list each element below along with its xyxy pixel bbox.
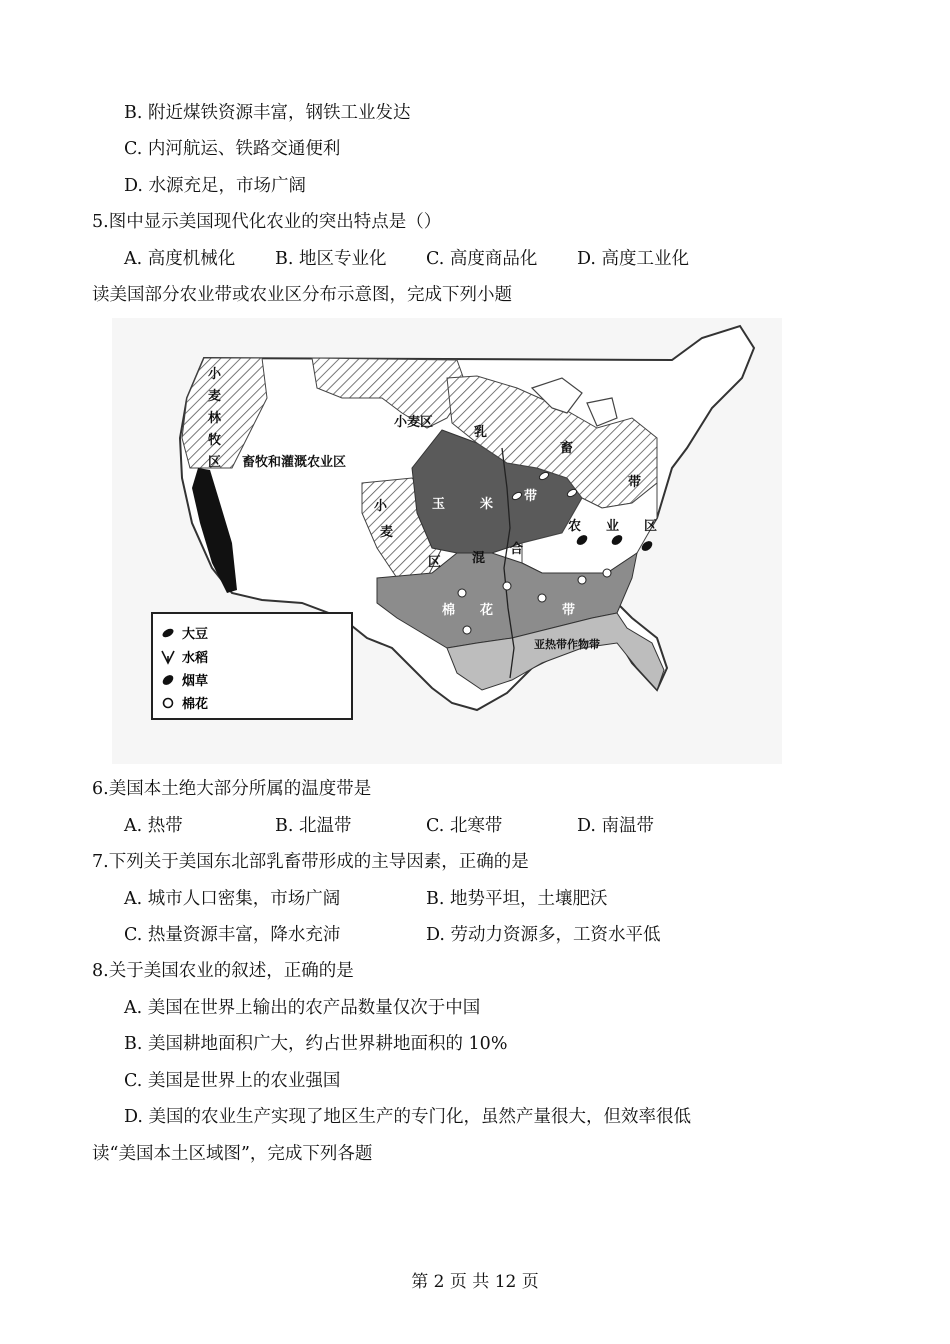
page-footer: 第 2 页 共 12 页 — [411, 1272, 539, 1292]
map-legend — [152, 613, 352, 719]
q5-stem: 5.图中显示美国现代化农业的突出特点是（） — [92, 212, 442, 232]
cotton-icon — [603, 569, 611, 577]
q4-option-c: C. 内河航运、铁路交通便利 — [124, 139, 341, 159]
cotton-icon — [458, 589, 466, 597]
label-wheat-south-1: 小 — [374, 498, 388, 513]
label-dairy-1: 乳 — [474, 424, 488, 439]
label-wheat-north: 小麦区 — [394, 414, 434, 429]
label-mixed-2: 合 — [510, 541, 524, 556]
label-subtropical: 亚热带作物带 — [534, 639, 600, 651]
label-mixed-1: 混 — [472, 550, 486, 565]
label-dairy-3: 带 — [628, 474, 642, 489]
q6-stem: 6.美国本土绝大部分所属的温度带是 — [92, 779, 372, 799]
q8-option-d: D. 美国的农业生产实现了地区生产的专门化，虽然产量很大，但效率很低 — [124, 1107, 692, 1127]
cotton-icon — [164, 699, 173, 708]
label-west-4: 牧 — [208, 432, 222, 447]
cotton-icon — [578, 576, 586, 584]
q7-option-d: D. 劳动力资源多，工资水平低 — [426, 925, 661, 945]
label-west-2: 麦 — [208, 388, 222, 403]
q5-option-c: C. 高度商品化 — [426, 249, 538, 269]
legend-soybean: 大豆 — [182, 626, 209, 641]
label-cotton-2: 花 — [480, 602, 494, 617]
label-corn-2: 米 — [480, 496, 494, 511]
cotton-icon — [463, 626, 471, 634]
q6-option-b: B. 北温带 — [275, 816, 352, 836]
map-intro: 读美国部分农业带或农业区分布示意图，完成下列小题 — [92, 285, 512, 305]
q7-option-c: C. 热量资源丰富，降水充沛 — [124, 925, 341, 945]
next-intro: 读“美国本土区域图”，完成下列各题 — [92, 1144, 373, 1164]
label-cotton-3: 带 — [562, 602, 576, 617]
q8-option-b: B. 美国耕地面积广大，约占世界耕地面积的 10% — [124, 1034, 508, 1054]
q6-option-d: D. 南温带 — [577, 816, 655, 836]
legend-tobacco: 烟草 — [182, 673, 209, 688]
q8-stem: 8.关于美国农业的叙述，正确的是 — [92, 961, 354, 981]
label-wheat-south-3: 区 — [428, 554, 442, 569]
q7-stem: 7.下列关于美国东北部乳畜带形成的主导因素，正确的是 — [92, 852, 529, 872]
us-agriculture-map — [112, 318, 782, 764]
label-corn-3: 带 — [524, 488, 538, 503]
label-corn-1: 玉 — [432, 496, 446, 511]
legend-rice: 水稻 — [182, 650, 209, 665]
q6-option-c: C. 北寒带 — [426, 816, 503, 836]
label-west-5: 区 — [208, 454, 222, 469]
label-cotton-1: 棉 — [442, 602, 456, 617]
cotton-icon — [503, 582, 511, 590]
cotton-icon — [538, 594, 546, 602]
label-west-1: 小 — [208, 366, 222, 381]
q7-option-b: B. 地势平坦，土壤肥沃 — [426, 889, 608, 909]
label-mixed-farming-1: 农 — [568, 518, 582, 533]
label-wheat-south-2: 麦 — [380, 524, 394, 539]
q8-option-c: C. 美国是世界上的农业强国 — [124, 1071, 341, 1091]
q5-option-b: B. 地区专业化 — [275, 249, 387, 269]
q4-option-b: B. 附近煤铁资源丰富，钢铁工业发达 — [124, 103, 411, 123]
q8-option-a: A. 美国在世界上输出的农产品数量仅次于中国 — [124, 998, 481, 1018]
q6-option-a: A. 热带 — [124, 816, 183, 836]
q7-option-a: A. 城市人口密集，市场广阔 — [124, 889, 341, 909]
q5-option-d: D. 高度工业化 — [577, 249, 690, 269]
label-ranching: 畜牧和灌溉农业区 — [242, 454, 347, 469]
label-west-3: 林 — [208, 410, 222, 425]
label-mixed-farming-2: 业 — [606, 518, 620, 533]
label-mixed-farming-3: 区 — [644, 518, 658, 533]
label-dairy-2: 畜 — [560, 440, 574, 455]
q4-option-d: D. 水源充足，市场广阔 — [124, 176, 307, 196]
q5-option-a: A. 高度机械化 — [124, 249, 236, 269]
legend-cotton: 棉花 — [182, 696, 209, 711]
